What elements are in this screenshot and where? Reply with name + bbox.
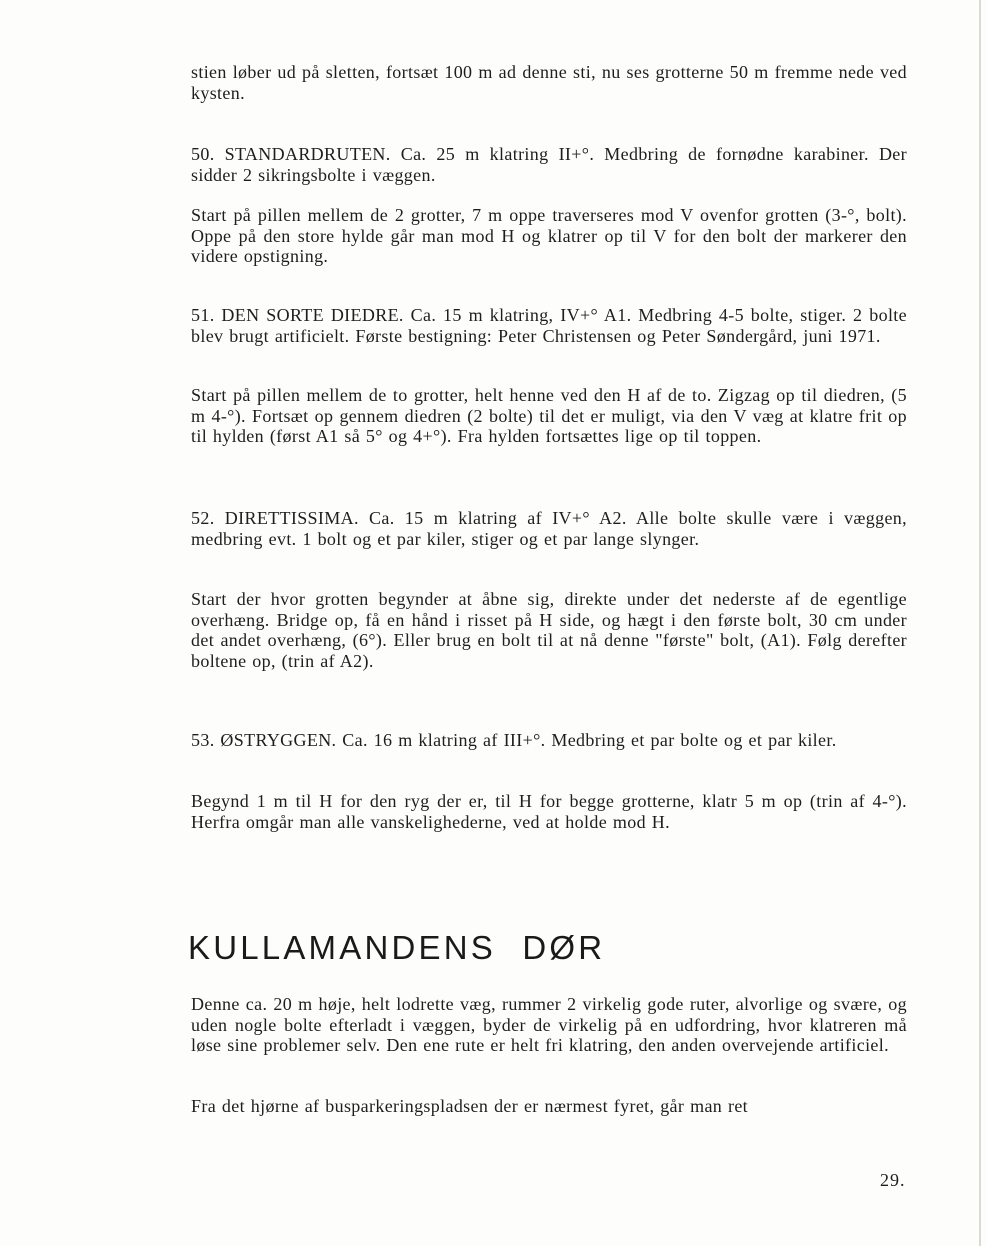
page-number: 29. — [880, 1170, 906, 1190]
route-53-description: Begynd 1 m til H for den ryg der er, til H for begge grotterne, klatr 5 m op (trin af 4-°). Herfra omgår man alle vanskelighederne, ved at holde mod H. — [191, 791, 907, 832]
section-approach-paragraph: Fra det hjørne af busparkeringspladsen der er nærmest fyret, går man ret — [191, 1096, 749, 1116]
section-intro-paragraph: Denne ca. 20 m høje, helt lodrette væg, rummer 2 virkelig gode ruter, alvorlige og svære, og uden nogle bolte efterladt i væggen, byder de virkelig på en udfordring, hvor klatreren må løse sine problemer selv. Den ene rute er helt fri klatring, den anden overvejende artificiel. — [191, 994, 907, 1055]
route-50-description: Start på pillen mellem de 2 grotter, 7 m oppe traverseres mod V ovenfor grotten (3-°, bolt). Oppe på den store hylde går man mod H og klatrer op til V for den bolt der markerer den videre opstigning. — [191, 205, 907, 266]
route-51-title: 51. DEN SORTE DIEDRE. Ca. 15 m klatring, IV+° A1. Medbring 4-5 bolte, stiger. 2 bolte blev brugt artificielt. Første bestigning: Peter Christensen og Peter Søndergård, juni 1971. — [191, 305, 907, 346]
route-51-description: Start på pillen mellem de to grotter, helt henne ved den H af de to. Zigzag op til diedren, (5 m 4-°). Fortsæt op gennem diedren (2 bolte) til det er muligt, via den V væg at klatre frit op til hylden (først A1 så 5° og 4+°). Fra hylden fortsættes lige op til toppen. — [191, 385, 907, 446]
page-edge — [979, 0, 981, 1246]
route-53-title: 53. ØSTRYGGEN. Ca. 16 m klatring af III+°. Medbring et par bolte og et par kiler. — [191, 730, 837, 750]
route-52-title: 52. DIRETTISSIMA. Ca. 15 m klatring af IV+° A2. Alle bolte skulle være i væggen, medbring evt. 1 bolt og et par kiler, stiger og et par lange slynger. — [191, 508, 907, 549]
route-50-title: 50. STANDARDRUTEN. Ca. 25 m klatring II+°. Medbring de fornødne karabiner. Der sidder 2 sikringsbolte i væggen. — [191, 144, 907, 185]
section-heading: KULLAMANDENS DØR — [188, 929, 606, 966]
route-52-description: Start der hvor grotten begynder at åbne sig, direkte under det nederste af de egentlige overhæng. Bridge op, få en hånd i risset på H side, og hægt i den første bolt, 30 cm under det andet overhæng, (6°). Eller brug en bolt til at nå denne "første" bolt, (A1). Følg derefter boltene op, (trin af A2). — [191, 589, 907, 671]
paragraph-intro: stien løber ud på sletten, fortsæt 100 m ad denne sti, nu ses grotterne 50 m fremme nede ved kysten. — [191, 62, 907, 103]
